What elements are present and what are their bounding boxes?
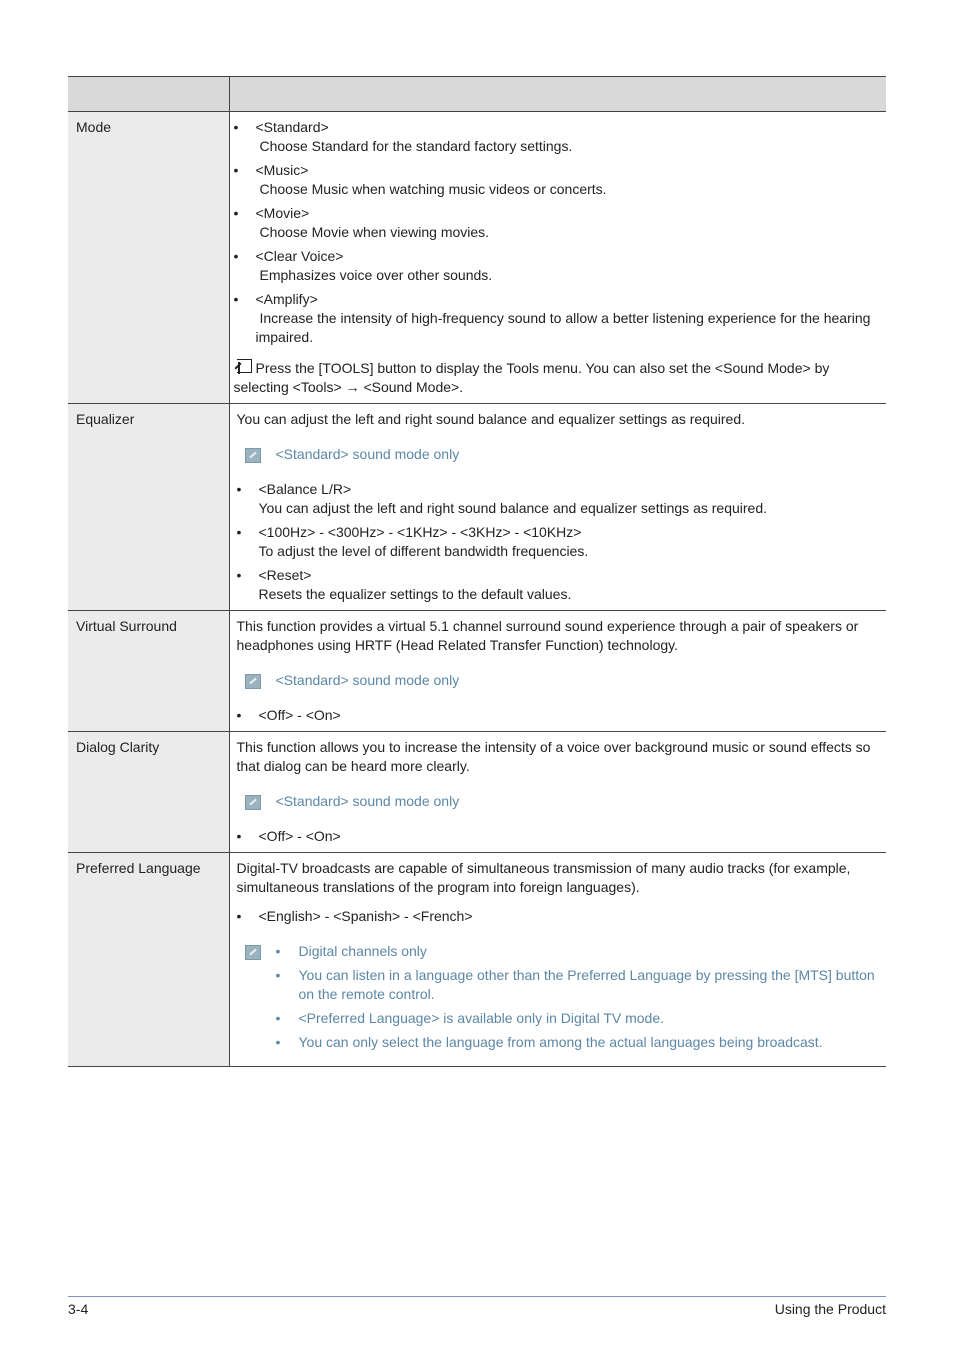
- option-desc: Choose Movie when viewing movies.: [259, 224, 490, 240]
- table-header-row: [68, 77, 886, 112]
- option-title: <Music>: [255, 162, 309, 178]
- note-text: Digital channels only: [298, 943, 427, 959]
- table-row: [68, 112, 886, 404]
- note-text: <Preferred Language> is available only in Digital TV mode.: [298, 1010, 665, 1026]
- note-text: <Standard> sound mode only: [275, 793, 460, 809]
- option-item: [237, 907, 883, 926]
- bullet: •: [275, 1034, 281, 1050]
- bullet: •: [233, 119, 239, 135]
- option-title: <Standard>: [255, 119, 329, 135]
- note-icon: [245, 795, 261, 810]
- bullet: •: [233, 205, 239, 221]
- table-row: [68, 732, 886, 853]
- option-item: [234, 290, 883, 347]
- settings-table: [68, 76, 886, 1067]
- bullet: •: [236, 908, 242, 924]
- option-title: <Clear Voice>: [255, 248, 344, 264]
- note-list-item: [276, 942, 883, 961]
- footer-rule: [68, 1296, 886, 1297]
- note-text: You can only select the language from among the actual languages being broadcast.: [298, 1034, 823, 1050]
- table-row: [68, 404, 886, 611]
- row-label: Virtual Surround: [68, 611, 229, 732]
- row-intro: Digital-TV broadcasts are capable of simultaneous transmission of many audio tracks (for example, simultaneous translations of the program into foreign languages).: [236, 860, 851, 895]
- row-label: Mode: [68, 112, 229, 404]
- row-description: [229, 611, 886, 732]
- note-list-item: [276, 1033, 883, 1052]
- note: [237, 671, 883, 690]
- option-desc: To adjust the level of different bandwidth frequencies.: [258, 543, 589, 559]
- note-text: You can listen in a language other than the Preferred Language by pressing the [MTS] button on the remote control.: [298, 967, 875, 1002]
- option-desc: You can adjust the left and right sound balance and equalizer settings as required.: [258, 500, 767, 516]
- row-intro: You can adjust the left and right sound balance and equalizer settings as required.: [236, 411, 745, 427]
- bullet: •: [233, 291, 239, 307]
- bullet: •: [233, 248, 239, 264]
- header-cell-description: [229, 77, 886, 112]
- bullet: •: [236, 524, 242, 540]
- tools-icon: [234, 359, 252, 375]
- bullet: •: [236, 567, 242, 583]
- bullet: •: [236, 828, 242, 844]
- table-row: [68, 611, 886, 732]
- option-title: <Off> - <On>: [258, 707, 341, 723]
- option-item: [234, 247, 883, 285]
- bullet: •: [233, 162, 239, 178]
- option-desc: Increase the intensity of high-frequency sound to allow a better listening experience for the hearing impaired.: [255, 310, 871, 345]
- row-intro: This function allows you to increase the intensity of a voice over background music or sound effects so that dialog can be heard more clearly.: [236, 739, 871, 774]
- option-item: [237, 827, 883, 846]
- header-cell-menu: [68, 77, 229, 112]
- note-list: [276, 942, 883, 1052]
- row-description: [229, 112, 886, 404]
- option-title: <Off> - <On>: [258, 828, 341, 844]
- option-title: <Reset>: [258, 567, 312, 583]
- row-label: Dialog Clarity: [68, 732, 229, 853]
- option-desc: Choose Music when watching music videos or concerts.: [259, 181, 607, 197]
- row-label: Equalizer: [68, 404, 229, 611]
- note: [237, 445, 883, 464]
- page-number: 3-4: [68, 1301, 89, 1317]
- note-text: <Standard> sound mode only: [275, 446, 460, 462]
- tools-note-text: Press the [TOOLS] button to display the Tools menu. You can also set the <Sound Mode> by selecting <Tools> → <Sound Mode>.: [233, 360, 830, 395]
- option-title: <English> - <Spanish> - <French>: [258, 908, 473, 924]
- option-title: <Balance L/R>: [258, 481, 352, 497]
- bullet: •: [275, 943, 281, 959]
- option-item: [237, 523, 883, 561]
- note-list-item: [276, 1009, 883, 1028]
- option-title: <Movie>: [255, 205, 310, 221]
- option-item: [234, 118, 883, 156]
- option-title: <Amplify>: [255, 291, 318, 307]
- bullet: •: [236, 481, 242, 497]
- note-icon: [245, 945, 261, 960]
- section-title: Using the Product: [774, 1301, 886, 1317]
- note-list-item: [276, 966, 883, 1004]
- option-item: [237, 566, 883, 604]
- note: [237, 792, 883, 811]
- option-title: <100Hz> - <300Hz> - <1KHz> - <3KHz> - <10KHz>: [258, 524, 582, 540]
- row-label: Preferred Language: [68, 853, 229, 1067]
- option-item: [234, 204, 883, 242]
- bullet: •: [275, 967, 281, 983]
- tools-note: [234, 359, 883, 397]
- option-desc: Resets the equalizer settings to the default values.: [258, 586, 572, 602]
- option-desc: Choose Standard for the standard factory settings.: [259, 138, 573, 154]
- row-intro: This function provides a virtual 5.1 channel surround sound experience through a pair of speakers or headphones using HRTF (Head Related Transfer Function) technology.: [236, 618, 859, 653]
- row-description: [229, 853, 886, 1067]
- option-item: [237, 706, 883, 725]
- row-description: [229, 404, 886, 611]
- table-row: [68, 853, 886, 1067]
- note-icon: [245, 448, 261, 463]
- option-desc: Emphasizes voice over other sounds.: [259, 267, 493, 283]
- bullet: •: [275, 1010, 281, 1026]
- note-icon: [245, 674, 261, 689]
- option-item: [234, 161, 883, 199]
- row-description: [229, 732, 886, 853]
- option-item: [237, 480, 883, 518]
- bullet: •: [236, 707, 242, 723]
- note: [237, 942, 883, 1052]
- note-text: <Standard> sound mode only: [275, 672, 460, 688]
